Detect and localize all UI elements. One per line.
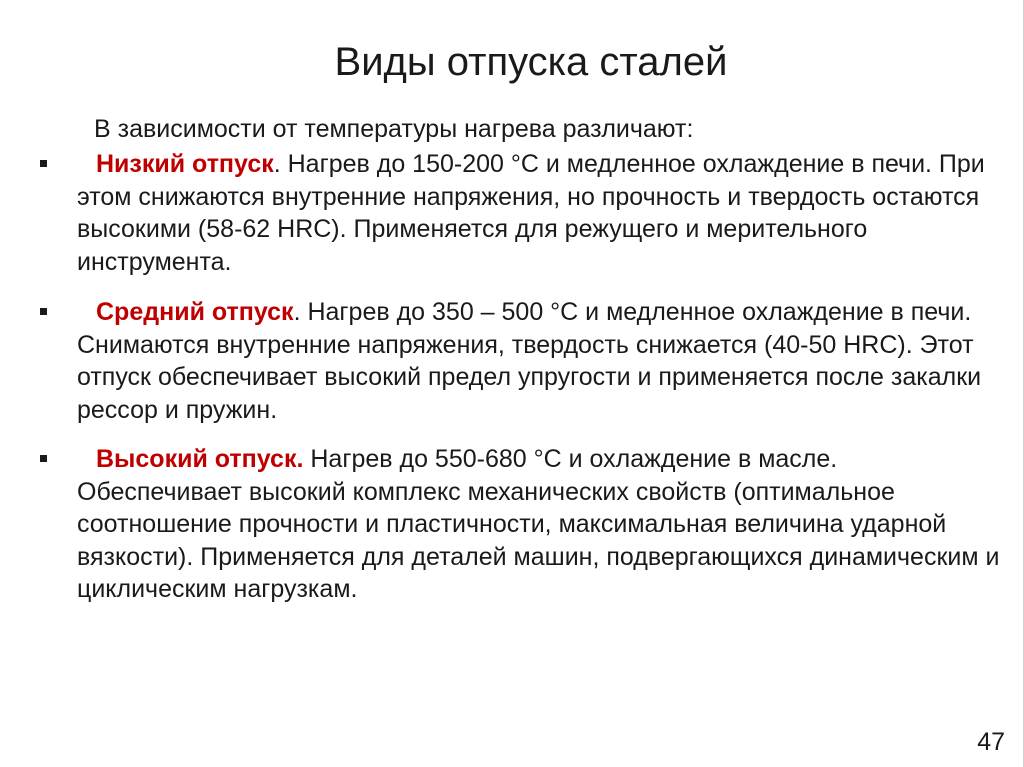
list-item-high-tempering	[77, 443, 1007, 606]
term-medium-tempering: Средний отпуск	[96, 298, 294, 326]
square-bullet-icon	[40, 160, 47, 167]
description-medium-tempering: . Нагрев до 350 – 500 °С и медленное охлаждение в печи. Снимаются внутренние напряжения, твердость снижается (40-50 HRC). Этот отпуск обеспечивает высокий предел упругости и применяется после закалки рессор и пружин.	[77, 298, 982, 424]
intro-text: В зависимости от температуры нагрева различают:	[94, 115, 694, 143]
list-item-text	[77, 443, 1007, 606]
square-bullet-icon	[40, 308, 47, 315]
slide-title: Виды отпуска сталей	[334, 40, 728, 84]
description-high-tempering: Нагрев до 550-680 °С и охлаждение в масле. Обеспечивает высокий комплекс механических свойств (оптимальное соотношение прочности и пластичности, максимальная величина ударной вязкости). Применяется для деталей машин, подвергающихся динамическим и циклическим нагрузкам.	[77, 445, 1000, 603]
list-item-text	[77, 296, 1007, 426]
term-low-tempering: Низкий отпуск	[96, 150, 274, 178]
description-low-tempering: . Нагрев до 150-200 °С и медленное охлаждение в печи. При этом снижаются внутренние напряжения, но прочность и твердость остаются высокими (58-62 HRC). Применяется для режущего и мерительного инструмента.	[77, 150, 985, 276]
list-item-low-tempering	[77, 148, 1007, 278]
list-item-text	[77, 148, 1007, 278]
term-high-tempering: Высокий отпуск.	[96, 445, 304, 473]
list-item-medium-tempering	[77, 296, 1007, 426]
square-bullet-icon	[40, 455, 47, 462]
page-number: 47	[977, 728, 1005, 756]
